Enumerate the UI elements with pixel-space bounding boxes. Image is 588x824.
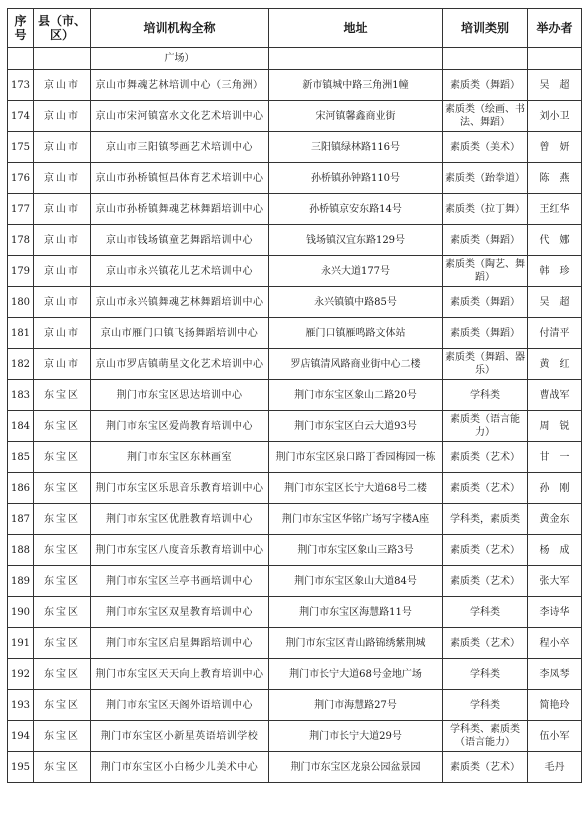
row-name: 荆门市东宝区爱尚教育培训中心 (91, 411, 269, 442)
row-name: 荆门市东宝区双星教育培训中心 (91, 597, 269, 628)
row-county: 东宝区 (34, 504, 91, 535)
row-county: 东宝区 (34, 597, 91, 628)
row-name: 荆门市东宝区天天向上教育培训中心 (91, 659, 269, 690)
row-county: 东宝区 (34, 659, 91, 690)
row-county: 东宝区 (34, 690, 91, 721)
row-category: 素质类（语言能力） (443, 411, 528, 442)
row-name: 京山市永兴镇花儿艺术培训中心 (91, 256, 269, 287)
row-number: 175 (8, 132, 34, 163)
row-organizer: 曾 妍 (528, 132, 582, 163)
row-name: 荆门市东宝区启星舞蹈培训中心 (91, 628, 269, 659)
table-row (8, 504, 582, 535)
row-organizer: 孙 刚 (528, 473, 582, 504)
row-county: 东宝区 (34, 721, 91, 752)
row-category: 素质类（艺术） (443, 473, 528, 504)
table-row (8, 535, 582, 566)
row-address: 新市镇城中路三角洲1幢 (269, 70, 443, 101)
row-address: 荆门市东宝区海慧路11号 (269, 597, 443, 628)
row-name: 荆门市东宝区小新星英语培训学校 (91, 721, 269, 752)
header-no: 序号 (8, 9, 34, 48)
table-row (8, 132, 582, 163)
row-category: 素质类（舞蹈） (443, 225, 528, 256)
row-address: 永兴大道177号 (269, 256, 443, 287)
table-row (8, 690, 582, 721)
row-address: 荆门市东宝区华铭广场写字楼A座 (269, 504, 443, 535)
row-name: 京山市孙桥镇恒昌体育艺术培训中心 (91, 163, 269, 194)
row-number: 182 (8, 349, 34, 380)
row-name: 荆门市东宝区思达培训中心 (91, 380, 269, 411)
row-organizer: 黄金东 (528, 504, 582, 535)
row-name: 荆门市东宝区乐思音乐教育培训中心 (91, 473, 269, 504)
row-number: 173 (8, 70, 34, 101)
row-number: 187 (8, 504, 34, 535)
row-organizer: 王红华 (528, 194, 582, 225)
row-county: 京山市 (34, 194, 91, 225)
table-row (8, 101, 582, 132)
row-organizer: 周 锐 (528, 411, 582, 442)
row-category: 学科类，素质类 (443, 504, 528, 535)
row-number: 178 (8, 225, 34, 256)
row-organizer: 李凤琴 (528, 659, 582, 690)
row-number: 183 (8, 380, 34, 411)
row-category: 素质类（舞蹈） (443, 70, 528, 101)
row-address: 荆门市东宝区象山大道84号 (269, 566, 443, 597)
row-address: 钱场镇汉宜东路129号 (269, 225, 443, 256)
table-row (8, 70, 582, 101)
row-county: 京山市 (34, 101, 91, 132)
row-name: 京山市舞魂艺林培训中心（三角洲） (91, 70, 269, 101)
row-organizer: 曹战军 (528, 380, 582, 411)
row-category: 素质类（舞蹈） (443, 318, 528, 349)
row-number: 188 (8, 535, 34, 566)
row-number: 195 (8, 752, 34, 783)
row-number: 179 (8, 256, 34, 287)
row-category: 学科类 (443, 597, 528, 628)
row-county: 京山市 (34, 349, 91, 380)
table-row (8, 752, 582, 783)
row-organizer: 黄 红 (528, 349, 582, 380)
institution-table (7, 8, 582, 783)
row-county: 东宝区 (34, 411, 91, 442)
row-organizer: 陈 燕 (528, 163, 582, 194)
row-category: 素质类（美术） (443, 132, 528, 163)
row-number: 194 (8, 721, 34, 752)
row-number: 184 (8, 411, 34, 442)
row-category: 素质类（跆拳道） (443, 163, 528, 194)
row-name: 荆门市东宝区兰亭书画培训中心 (91, 566, 269, 597)
row-county: 京山市 (34, 225, 91, 256)
row-county: 京山市 (34, 287, 91, 318)
header-organizer: 举办者 (528, 9, 582, 48)
row-address: 荆门市东宝区象山二路20号 (269, 380, 443, 411)
row-county: 东宝区 (34, 473, 91, 504)
table-row (8, 597, 582, 628)
row-number: 177 (8, 194, 34, 225)
table-row (8, 287, 582, 318)
header-address: 地址 (269, 9, 443, 48)
row-number: 193 (8, 690, 34, 721)
row-category: 素质类（艺术） (443, 442, 528, 473)
row-county: 京山市 (34, 318, 91, 349)
continuation-name: 广场） (91, 48, 269, 70)
continuation-row (8, 48, 582, 70)
row-organizer: 吴 超 (528, 287, 582, 318)
row-name: 京山市雁门口镇飞扬舞蹈培训中心 (91, 318, 269, 349)
table-row (8, 194, 582, 225)
row-category: 素质类（陶艺、舞蹈） (443, 256, 528, 287)
row-address: 孙桥镇京安东路14号 (269, 194, 443, 225)
row-address: 荆门市东宝区白云大道93号 (269, 411, 443, 442)
row-county: 京山市 (34, 163, 91, 194)
row-name: 京山市永兴镇舞魂艺林舞蹈培训中心 (91, 287, 269, 318)
table-row (8, 349, 582, 380)
table-row (8, 225, 582, 256)
table-row (8, 721, 582, 752)
row-number: 186 (8, 473, 34, 504)
row-number: 191 (8, 628, 34, 659)
row-name: 荆门市东宝区小白杨少儿美术中心 (91, 752, 269, 783)
row-address: 雁门口镇雁鸣路文体站 (269, 318, 443, 349)
row-address: 孙桥镇孙钟路110号 (269, 163, 443, 194)
row-name: 京山市宋河镇富水文化艺术培训中心 (91, 101, 269, 132)
row-name: 京山市罗店镇萌星文化艺术培训中心 (91, 349, 269, 380)
row-number: 190 (8, 597, 34, 628)
row-address: 荆门市长宁大道29号 (269, 721, 443, 752)
row-address: 荆门市海慧路27号 (269, 690, 443, 721)
row-county: 东宝区 (34, 380, 91, 411)
row-county: 东宝区 (34, 442, 91, 473)
row-category: 学科类、素质类（语言能力） (443, 721, 528, 752)
header-category: 培训类别 (443, 9, 528, 48)
row-county: 京山市 (34, 70, 91, 101)
row-category: 学科类 (443, 690, 528, 721)
row-organizer: 刘小卫 (528, 101, 582, 132)
row-category: 素质类（艺术） (443, 535, 528, 566)
row-organizer: 程小卒 (528, 628, 582, 659)
table-row (8, 380, 582, 411)
row-address: 荆门市东宝区青山路锦绣紫荆城 (269, 628, 443, 659)
row-number: 180 (8, 287, 34, 318)
header-county: 县（市、区） (34, 9, 91, 48)
row-category: 素质类（绘画、书法、舞蹈） (443, 101, 528, 132)
row-number: 189 (8, 566, 34, 597)
row-address: 荆门市长宁大道68号金地广场 (269, 659, 443, 690)
row-category: 素质类（舞蹈、器乐） (443, 349, 528, 380)
row-organizer: 韩 珍 (528, 256, 582, 287)
row-name: 京山市三阳镇琴画艺术培训中心 (91, 132, 269, 163)
row-organizer: 简艳玲 (528, 690, 582, 721)
table-row (8, 628, 582, 659)
row-address: 罗店镇清风路商业街中心二楼 (269, 349, 443, 380)
row-organizer: 吴 超 (528, 70, 582, 101)
table-row (8, 566, 582, 597)
row-organizer: 毛丹 (528, 752, 582, 783)
table-row (8, 659, 582, 690)
row-category: 素质类（艺术） (443, 752, 528, 783)
row-organizer: 伍小军 (528, 721, 582, 752)
row-county: 东宝区 (34, 628, 91, 659)
row-county: 东宝区 (34, 535, 91, 566)
table-row (8, 163, 582, 194)
row-address: 宋河镇馨鑫商业街 (269, 101, 443, 132)
row-number: 185 (8, 442, 34, 473)
table-row (8, 318, 582, 349)
header-name: 培训机构全称 (91, 9, 269, 48)
row-address: 荆门市东宝区泉口路丁香园梅园一栋 (269, 442, 443, 473)
row-category: 学科类 (443, 380, 528, 411)
row-county: 京山市 (34, 256, 91, 287)
row-category: 素质类（拉丁舞） (443, 194, 528, 225)
row-county: 京山市 (34, 132, 91, 163)
row-category: 素质类（舞蹈） (443, 287, 528, 318)
row-county: 东宝区 (34, 566, 91, 597)
row-organizer: 付清平 (528, 318, 582, 349)
table-row (8, 473, 582, 504)
row-address: 荆门市东宝区象山三路3号 (269, 535, 443, 566)
row-organizer: 李诗华 (528, 597, 582, 628)
header-row (8, 9, 582, 48)
row-address: 荆门市东宝区龙泉公园盆景园 (269, 752, 443, 783)
row-category: 素质类（艺术） (443, 566, 528, 597)
row-category: 素质类（艺术） (443, 628, 528, 659)
row-address: 永兴镇镇中路85号 (269, 287, 443, 318)
table-row (8, 411, 582, 442)
row-number: 192 (8, 659, 34, 690)
row-category: 学科类 (443, 659, 528, 690)
row-name: 京山市钱场镇童艺舞蹈培训中心 (91, 225, 269, 256)
row-number: 174 (8, 101, 34, 132)
row-name: 京山市孙桥镇舞魂艺林舞蹈培训中心 (91, 194, 269, 225)
row-number: 181 (8, 318, 34, 349)
row-name: 荆门市东宝区优胜教育培训中心 (91, 504, 269, 535)
table-row (8, 256, 582, 287)
row-organizer: 代 娜 (528, 225, 582, 256)
row-number: 176 (8, 163, 34, 194)
table-row (8, 442, 582, 473)
row-county: 东宝区 (34, 752, 91, 783)
row-organizer: 张大军 (528, 566, 582, 597)
row-organizer: 甘 一 (528, 442, 582, 473)
row-name: 荆门市东宝区八度音乐教育培训中心 (91, 535, 269, 566)
row-name: 荆门市东宝区天阁外语培训中心 (91, 690, 269, 721)
row-organizer: 杨 成 (528, 535, 582, 566)
row-name: 荆门市东宝区东林画室 (91, 442, 269, 473)
row-address: 三阳镇绿林路116号 (269, 132, 443, 163)
row-address: 荆门市东宝区长宁大道68号二楼 (269, 473, 443, 504)
